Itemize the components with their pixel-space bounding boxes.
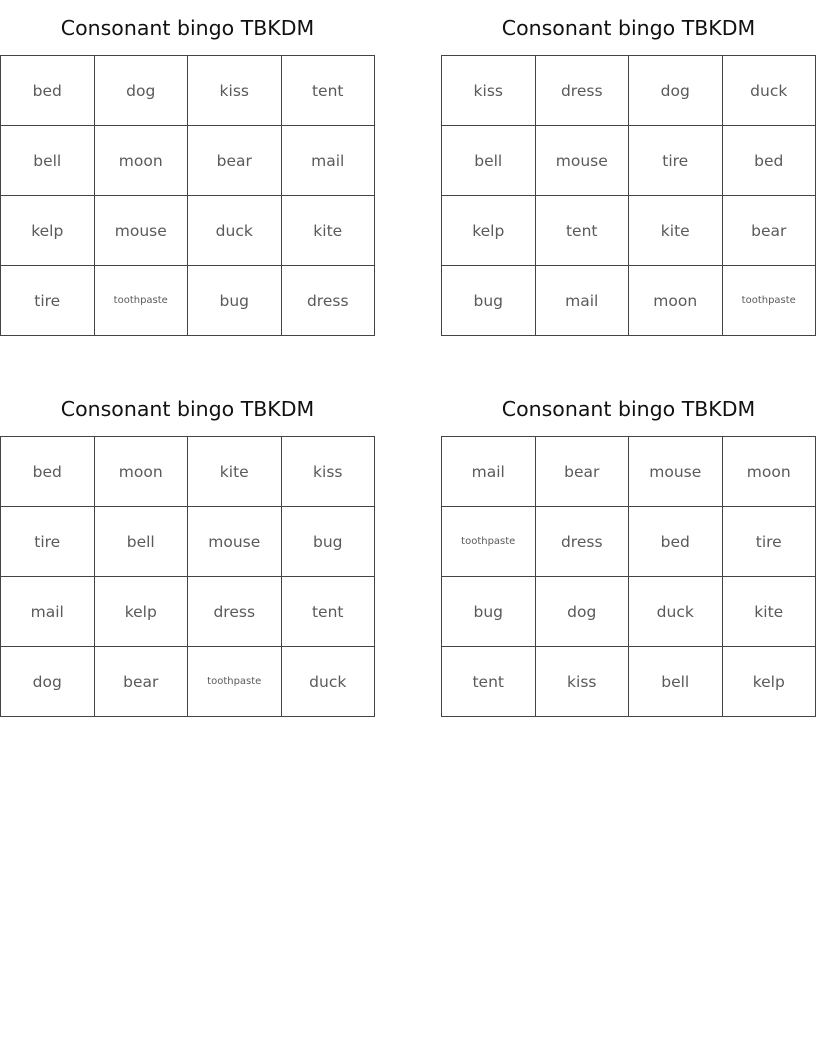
bingo-cell: bed [1,56,95,126]
bingo-cell: bug [188,266,282,336]
bingo-cell: toothpaste [188,647,282,717]
bingo-cell: bed [1,437,95,507]
bingo-cell: kelp [1,196,95,266]
bingo-cell: toothpaste [442,507,536,577]
bingo-cell: moon [95,437,189,507]
bingo-cell: dog [95,56,189,126]
bingo-cell: toothpaste [95,266,189,336]
bingo-cell: tent [282,577,376,647]
card-title: Consonant bingo TBKDM [60,16,315,40]
bingo-cell: tire [723,507,816,577]
bingo-card-2 [441,12,816,336]
bingo-cell: moon [723,437,816,507]
bingo-cell: bear [536,437,630,507]
bingo-cell: tent [442,647,536,717]
bingo-grid [0,436,375,717]
bingo-cell: dog [1,647,95,717]
bingo-cell: tire [629,126,723,196]
bingo-cell: moon [95,126,189,196]
bingo-cell: bear [723,196,816,266]
card-title: Consonant bingo TBKDM [60,397,315,421]
bingo-card-4 [441,393,816,717]
bingo-cell: tent [282,56,376,126]
bingo-cell: mouse [629,437,723,507]
bingo-cell: kite [723,577,816,647]
card-title: Consonant bingo TBKDM [501,397,756,421]
bingo-cell: dress [536,507,630,577]
bingo-cell: kite [188,437,282,507]
bingo-cell: bell [95,507,189,577]
bingo-cell: bug [442,577,536,647]
bingo-cell: tire [1,266,95,336]
bingo-cell: bear [95,647,189,717]
bingo-cell: duck [282,647,376,717]
bingo-cell: moon [629,266,723,336]
bingo-cell: kite [282,196,376,266]
bingo-cell: duck [629,577,723,647]
bingo-cell: kiss [442,56,536,126]
bingo-cell: mail [1,577,95,647]
bingo-cell: duck [723,56,816,126]
bingo-cell: dog [536,577,630,647]
bingo-cell: bell [1,126,95,196]
bingo-card-3 [0,393,375,717]
bingo-cell: dress [188,577,282,647]
bingo-grid [0,55,375,336]
bingo-cell: tent [536,196,630,266]
bingo-cell: bed [723,126,816,196]
bingo-cell: kiss [536,647,630,717]
bingo-cell: toothpaste [723,266,816,336]
bingo-cell: dress [536,56,630,126]
bingo-cell: bug [442,266,536,336]
bingo-cell: kiss [282,437,376,507]
bingo-cell: mouse [536,126,630,196]
bingo-cell: duck [188,196,282,266]
bingo-grid [441,55,816,336]
bingo-card-1 [0,12,375,336]
bingo-cell: bell [442,126,536,196]
bingo-cell: mail [536,266,630,336]
bingo-cell: mail [282,126,376,196]
bingo-cell: mouse [95,196,189,266]
bingo-cell: dog [629,56,723,126]
bingo-cell: tire [1,507,95,577]
bingo-cell: mail [442,437,536,507]
bingo-cell: kiss [188,56,282,126]
bingo-cell: dress [282,266,376,336]
bingo-cell: kelp [95,577,189,647]
bingo-cell: kite [629,196,723,266]
bingo-cell: bug [282,507,376,577]
bingo-cell: bear [188,126,282,196]
bingo-cell: kelp [723,647,816,717]
card-title: Consonant bingo TBKDM [501,16,756,40]
bingo-cell: mouse [188,507,282,577]
bingo-grid [441,436,816,717]
bingo-cell: bell [629,647,723,717]
bingo-cell: bed [629,507,723,577]
bingo-cell: kelp [442,196,536,266]
